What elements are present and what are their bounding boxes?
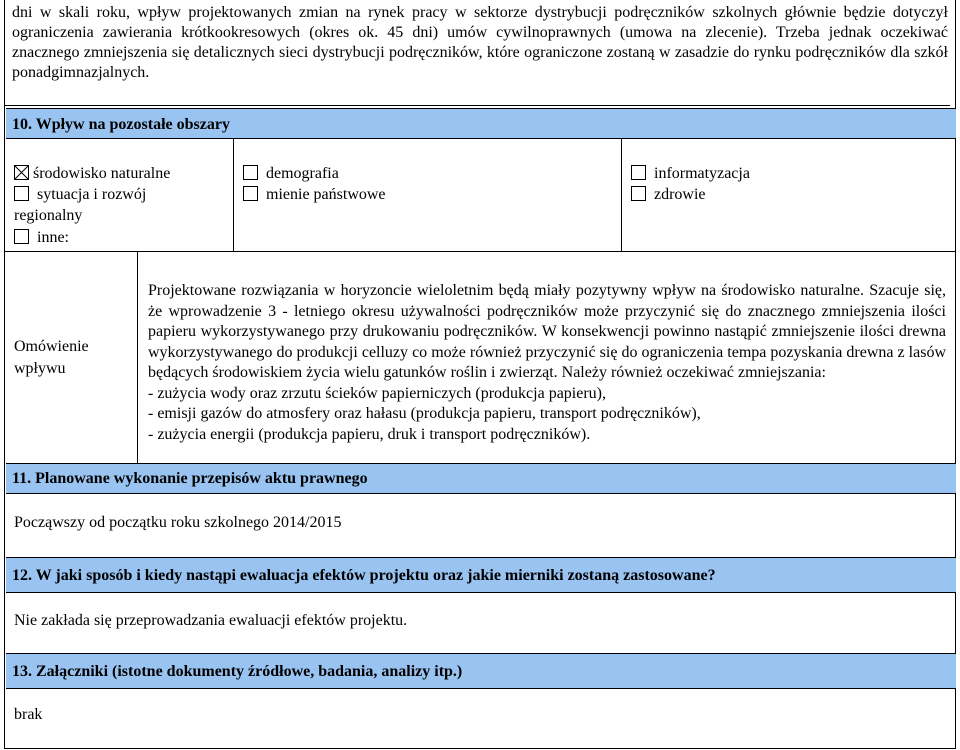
section-11-title: 11. Planowane wykonanie przepisów aktu prawnego [12,470,368,487]
checkbox-health[interactable] [631,184,706,205]
impact-label-line: wpływu [14,360,66,377]
section-divider [4,105,950,106]
section-12-title: 12. W jaki sposób i kiedy nastąpi ewaluacja efektów projektu oraz jakie mierniki zostaną zastosowane? [12,567,716,584]
impact-discussion-text [148,281,946,445]
checkbox-label: informatyzacja [654,165,750,182]
labor-market-paragraph: dni w skali roku, wpływ projektowanych zmian na rynek pracy w sektorze dystrybucji podręczników szkolnych głównie będzie dotyczył ograniczenia zawierania krótkookresowych (okres ok. 45 dni) umów cywilnoprawnych (umowa na zlecenie). Trzeba jednak oczekiwać znacznego zmniejszenia się detalicznych sieci dystrybucji podręczników, które ograniczone zostaną w zasadzie do rynku podręczników dla szkół ponadgimnazjalnych. [12,4,948,81]
checkbox-regional-development[interactable] [14,184,146,205]
implementation-text: Począwszy od początku roku szkolnego 2014/2015 [14,514,342,531]
checkbox-state-property[interactable] [243,184,386,205]
section-10-title: 10. Wpływ na pozostałe obszary [12,116,230,133]
checkbox-label-continuation: regionalny [14,207,83,224]
section-13-header [6,653,956,689]
checkbox-label: środowisko naturalne [33,165,171,182]
checkbox-icon [14,229,29,244]
impact-label-line: Omówienie [14,338,89,355]
checkbox-label: demografia [266,165,339,182]
column-divider [621,139,622,251]
impact-list-item: - emisji gazów do atmosfery oraz hałasu (produkcja papieru, transport podręczników), [148,405,701,422]
checkbox-label: sytuacja i rozwój [37,186,147,203]
checkbox-demography[interactable] [243,163,339,184]
row-divider [4,251,956,252]
section-10-header [6,108,956,139]
impact-list-item: - zużycia wody oraz zrzutu ścieków papierniczych (produkcja papieru), [148,384,607,402]
evaluation-text: Nie zakłada się przeprowadzania ewaluacji efektów projektu. [14,612,408,629]
checkbox-icon [243,186,258,201]
checkbox-icon [631,186,646,201]
checkbox-natural-environment[interactable] [14,163,170,184]
impact-discussion-label [14,336,89,380]
checked-box-icon [14,165,29,180]
section-11-header [6,463,956,494]
impact-list-item: - zużycia energii (produkcja papieru, druk i transport podręczników). [148,425,591,443]
section-13-title: 13. Załączniki (istotne dokumenty źródłowe, badania, analizy itp.) [12,663,463,680]
checkbox-label: zdrowie [654,186,706,203]
checkbox-icon [631,165,646,180]
column-divider [137,251,138,463]
checkbox-icon [243,165,258,180]
checkbox-icon [14,186,29,201]
checkbox-other[interactable] [14,227,69,248]
checkbox-label: mienie państwowe [266,186,386,203]
section-12-header [6,557,956,593]
checkbox-label: inne: [37,229,69,246]
checkbox-computerization[interactable] [631,163,750,184]
attachments-text: brak [14,706,43,723]
column-divider [233,139,234,251]
impact-paragraph: Projektowane rozwiązania w horyzoncie wieloletnim będą miały pozytywny wpływ na środowisko naturalne. Szacuje się, że wprowadzenie 3 - letniego okresu używalności podręczników może przyczynić się do znacznego zmniejszenia ilości papieru wykorzystywanego przy drukowaniu podręczników. W konsekwencji powinno nastąpić zmniejszenie ilości drewna wykorzystywanego do produkcji celluzy co może również przyczynić się do ograniczenia tempa pozyskania drewna z lasów będących środowiskiem życia wielu gatunków roślin i zwierząt. Należy również oczekiwać zmniejszania: [148,282,946,381]
